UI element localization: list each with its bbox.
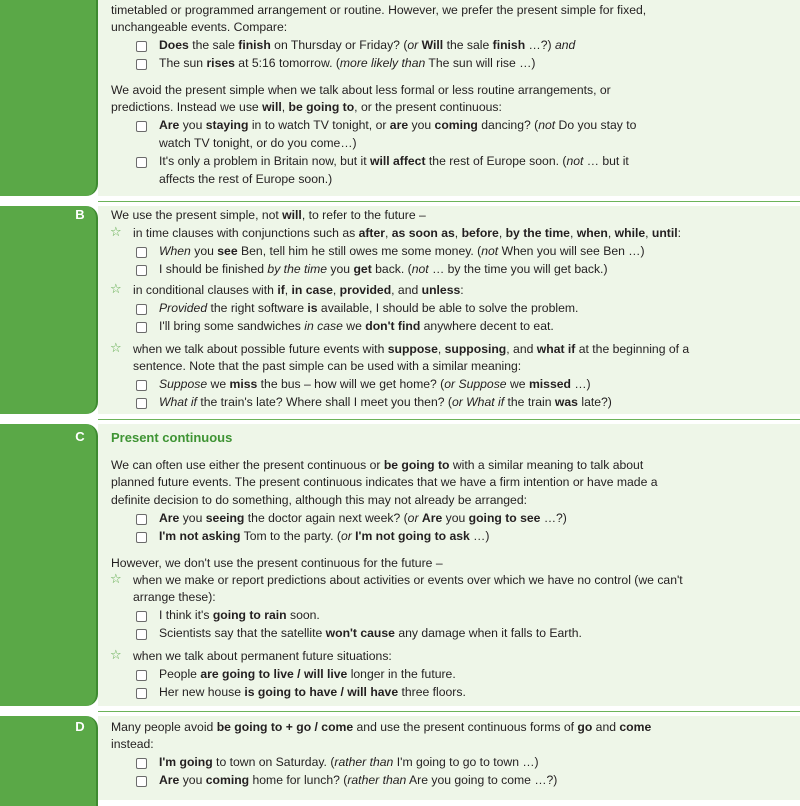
text-line xyxy=(111,99,502,115)
example-line xyxy=(159,117,636,133)
bold-text: Are xyxy=(159,511,180,525)
text-run: Scientists say that the satellite xyxy=(159,626,326,640)
section-label-b: B xyxy=(75,207,85,222)
example-line xyxy=(159,625,582,641)
star-bullet-icon: ☆ xyxy=(110,647,122,662)
bold-text: provided xyxy=(339,283,392,297)
text-run: in conditional clauses with xyxy=(133,283,278,297)
bold-text: is going to have / will have xyxy=(244,685,399,699)
bold-text: by the time xyxy=(505,226,570,240)
bullet-line xyxy=(133,648,392,664)
text-line xyxy=(111,736,154,752)
text-run: We use the present simple, not xyxy=(111,208,283,222)
text-run: , xyxy=(607,226,615,240)
text-run: …?) xyxy=(540,511,567,525)
text-run: definite decision to do something, although this may not already be arranged: xyxy=(111,493,527,507)
text-line xyxy=(111,555,443,571)
checkbox-bullet-icon xyxy=(136,41,147,52)
text-run: , xyxy=(645,226,652,240)
italic-text: by the time xyxy=(267,262,328,276)
bold-text: I'm not asking xyxy=(159,529,241,543)
bold-text: unless xyxy=(421,283,461,297)
bold-text: be going to xyxy=(383,458,450,472)
bullet-line xyxy=(133,358,521,374)
text-run: when we talk about possible future events with xyxy=(133,342,388,356)
text-run: : xyxy=(460,283,464,297)
bold-text: go xyxy=(577,720,593,734)
checkbox-bullet-icon xyxy=(136,688,147,699)
bold-text: Does xyxy=(159,38,189,52)
text-run: soon. xyxy=(286,608,320,622)
sidebar-segment-c xyxy=(0,424,98,706)
text-run: with a similar meaning to talk about xyxy=(449,458,644,472)
text-run: in time clauses with conjunctions such as xyxy=(133,226,359,240)
text-run: …) xyxy=(570,377,591,391)
checkbox-bullet-icon xyxy=(136,322,147,333)
checkbox-bullet-icon xyxy=(136,121,147,132)
text-run: the right software xyxy=(207,301,308,315)
example-line xyxy=(159,394,612,410)
bold-text: won't cause xyxy=(325,626,395,640)
text-run: when we make or report predictions about activities or events over which we have no control (we can't xyxy=(133,573,683,587)
checkbox-bullet-icon xyxy=(136,532,147,543)
text-run: you xyxy=(179,511,206,525)
text-run: Are you going to come …?) xyxy=(406,773,558,787)
text-run: We avoid the present simple when we talk about less formal or less routine arrangements, or xyxy=(111,83,611,97)
text-run: late?) xyxy=(577,395,612,409)
bold-text: I'm not going to ask xyxy=(355,529,470,543)
text-line xyxy=(111,474,658,490)
italic-text: Suppose xyxy=(159,377,208,391)
text-run: I'm going to go to town …) xyxy=(393,755,539,769)
example-line xyxy=(159,772,557,788)
checkbox-bullet-icon xyxy=(136,59,147,70)
text-run: longer in the future. xyxy=(347,667,456,681)
text-run: arrange these): xyxy=(133,590,216,604)
divider-line xyxy=(98,419,800,420)
italic-text: or xyxy=(407,38,419,52)
bold-text: before xyxy=(461,226,499,240)
text-line xyxy=(111,492,527,508)
text-run: at the beginning of a xyxy=(575,342,690,356)
text-run: The sun will rise …) xyxy=(425,56,536,70)
checkbox-bullet-icon xyxy=(136,629,147,640)
text-run: , xyxy=(332,283,340,297)
text-line xyxy=(111,457,643,473)
text-run: instead: xyxy=(111,737,154,751)
bold-text: Are xyxy=(421,511,443,525)
example-line xyxy=(159,607,320,623)
text-run: , to refer to the future – xyxy=(301,208,426,222)
text-run: , xyxy=(281,100,289,114)
text-run: home for lunch? ( xyxy=(249,773,348,787)
bold-text: going to see xyxy=(468,511,541,525)
checkbox-bullet-icon xyxy=(136,304,147,315)
text-run: Ben, tell him he still owes me some money. ( xyxy=(237,244,482,258)
text-run: I should be finished xyxy=(159,262,268,276)
text-run: the bus – how will we get home? ( xyxy=(257,377,445,391)
example-line xyxy=(159,684,466,700)
text-run: you xyxy=(442,511,469,525)
text-run: the train's late? Where shall I meet you then? ( xyxy=(196,395,452,409)
bold-text: finish xyxy=(492,38,526,52)
text-run: : xyxy=(677,226,682,240)
bold-text: in case xyxy=(291,283,333,297)
divider-line xyxy=(98,201,800,202)
example-line xyxy=(159,318,554,334)
checkbox-bullet-icon xyxy=(136,398,147,409)
example-line xyxy=(159,153,629,169)
bold-text: will affect xyxy=(369,154,426,168)
text-run: back. ( xyxy=(371,262,412,276)
text-run: …) xyxy=(469,529,490,543)
text-run: sentence. Note that the past simple can be used with a similar meaning: xyxy=(133,359,522,373)
text-run: we xyxy=(506,377,529,391)
italic-text: in case xyxy=(304,319,343,333)
checkbox-bullet-icon xyxy=(136,611,147,622)
italic-text: or xyxy=(407,511,419,525)
bold-text: are going to live / will live xyxy=(200,667,348,681)
text-line xyxy=(111,19,287,35)
text-run: the sale xyxy=(188,38,239,52)
example-line xyxy=(159,243,645,259)
text-line xyxy=(111,2,646,18)
text-run: we xyxy=(207,377,230,391)
text-run: the rest of Europe soon. ( xyxy=(425,154,567,168)
text-run: unchangeable events. Compare: xyxy=(111,20,288,34)
bold-text: seeing xyxy=(205,511,245,525)
example-line xyxy=(159,171,332,187)
bold-text: coming xyxy=(434,118,478,132)
bold-text: while xyxy=(614,226,646,240)
example-line xyxy=(159,666,456,682)
italic-text: not xyxy=(411,262,429,276)
bold-text: what if xyxy=(536,342,576,356)
text-run: People xyxy=(159,667,201,681)
bold-text: coming xyxy=(205,773,250,787)
text-run: , and xyxy=(391,283,422,297)
checkbox-bullet-icon xyxy=(136,157,147,168)
text-run: the sale xyxy=(443,38,493,52)
bullet-line xyxy=(133,341,689,357)
text-run: … but it xyxy=(583,154,629,168)
section-sidebar xyxy=(0,0,98,800)
text-run: Tom to the party. ( xyxy=(240,529,341,543)
bold-text: get xyxy=(353,262,372,276)
text-run: three floors. xyxy=(398,685,466,699)
text-run: you xyxy=(327,262,354,276)
text-run: anywhere decent to eat. xyxy=(420,319,554,333)
checkbox-bullet-icon xyxy=(136,758,147,769)
bold-text: when xyxy=(576,226,608,240)
example-line xyxy=(159,754,539,770)
bold-text: I'm going xyxy=(159,755,213,769)
text-run: you xyxy=(179,773,206,787)
bold-text: miss xyxy=(229,377,258,391)
bold-text: don't find xyxy=(365,319,421,333)
text-run: I'll bring some sandwiches xyxy=(159,319,305,333)
text-run: Do you stay to xyxy=(555,118,637,132)
text-run: When you will see Ben …) xyxy=(498,244,645,258)
text-run: you xyxy=(190,244,218,258)
text-line xyxy=(111,207,426,223)
text-run: and use the present continuous forms of xyxy=(353,720,578,734)
text-run: …?) xyxy=(525,38,555,52)
star-bullet-icon: ☆ xyxy=(110,281,122,296)
text-run: available, I should be able to solve the problem. xyxy=(317,301,579,315)
bold-text: will xyxy=(282,208,302,222)
bold-text: Are xyxy=(159,118,180,132)
bold-text: if xyxy=(277,283,285,297)
text-run: , xyxy=(454,226,462,240)
text-run: to town on Saturday. ( xyxy=(212,755,335,769)
example-line xyxy=(159,37,575,53)
bold-text: missed xyxy=(528,377,571,391)
italic-text: and xyxy=(554,38,576,52)
divider-line xyxy=(98,711,800,712)
bold-text: see xyxy=(217,244,238,258)
text-run: at 5:16 tomorrow. ( xyxy=(234,56,340,70)
text-run: , xyxy=(498,226,506,240)
italic-text: more likely than xyxy=(339,56,426,70)
section-label-d: D xyxy=(75,719,85,734)
bullet-line xyxy=(133,225,681,241)
bold-text: rises xyxy=(206,56,235,70)
italic-text: or What if xyxy=(451,395,505,409)
sidebar-segment-a xyxy=(0,0,98,196)
checkbox-bullet-icon xyxy=(136,514,147,525)
italic-text: rather than xyxy=(334,755,394,769)
text-run: timetabled or programmed arrangement or routine. However, we prefer the present simple for fixed, xyxy=(111,3,647,17)
bold-text: will xyxy=(262,100,282,114)
text-run: you xyxy=(179,118,206,132)
text-run: dancing? ( xyxy=(477,118,539,132)
text-run: It's only a problem in Britain now, but it xyxy=(159,154,370,168)
italic-text: not xyxy=(566,154,584,168)
bold-text: going to rain xyxy=(212,608,287,622)
italic-text: What if xyxy=(159,395,197,409)
bold-text: was xyxy=(554,395,578,409)
example-line xyxy=(159,376,591,392)
text-run: , xyxy=(437,342,445,356)
text-run: I think it's xyxy=(159,608,213,622)
checkbox-bullet-icon xyxy=(136,670,147,681)
bold-text: be going to xyxy=(288,100,355,114)
bullet-line xyxy=(133,282,464,298)
text-run: Many people avoid xyxy=(111,720,217,734)
bold-text: after xyxy=(358,226,385,240)
text-run: , or the present continuous: xyxy=(354,100,502,114)
italic-text: or Suppose xyxy=(444,377,507,391)
text-run: , xyxy=(569,226,577,240)
example-line xyxy=(159,510,567,526)
bold-text: finish xyxy=(238,38,271,52)
text-run: , xyxy=(385,226,392,240)
example-line xyxy=(159,300,578,316)
example-line xyxy=(159,261,608,277)
bullet-line xyxy=(133,589,216,605)
bold-text: suppose xyxy=(387,342,438,356)
italic-text: or xyxy=(340,529,352,543)
bold-text: are xyxy=(389,118,409,132)
bold-text: staying xyxy=(205,118,249,132)
text-run: , xyxy=(284,283,292,297)
text-run: the train xyxy=(504,395,555,409)
italic-text: rather than xyxy=(347,773,407,787)
text-run: on Thursday or Friday? ( xyxy=(270,38,408,52)
text-run: any damage when it falls to Earth. xyxy=(394,626,582,640)
italic-text: When xyxy=(159,244,191,258)
text-run: we xyxy=(342,319,366,333)
text-run: when we talk about permanent future situations: xyxy=(133,649,392,663)
star-bullet-icon: ☆ xyxy=(110,571,122,586)
italic-text: not xyxy=(481,244,499,258)
text-run: predictions. Instead we use xyxy=(111,100,263,114)
text-run: We can often use either the present continuous or xyxy=(111,458,384,472)
star-bullet-icon: ☆ xyxy=(110,340,122,355)
text-line xyxy=(111,82,611,98)
text-run: you xyxy=(408,118,435,132)
example-line xyxy=(159,528,489,544)
checkbox-bullet-icon xyxy=(136,265,147,276)
text-run: , and xyxy=(506,342,537,356)
bold-text: Will xyxy=(421,38,444,52)
text-run: The sun xyxy=(159,56,207,70)
bullet-line xyxy=(133,572,683,588)
bold-text: be going to + go / come xyxy=(216,720,354,734)
sidebar-segment-b xyxy=(0,206,98,414)
text-run: However, we don't use the present continuous for the future – xyxy=(111,556,443,570)
bold-text: come xyxy=(619,720,652,734)
text-run: in to watch TV tonight, or xyxy=(248,118,390,132)
text-run: watch TV tonight, or do you come…) xyxy=(159,136,357,150)
section-label-c: C xyxy=(75,429,85,444)
checkbox-bullet-icon xyxy=(136,247,147,258)
bold-text: Are xyxy=(159,773,180,787)
example-line xyxy=(159,135,357,151)
italic-text: not xyxy=(538,118,556,132)
text-line xyxy=(111,719,651,735)
text-run: and xyxy=(592,720,620,734)
text-run: planned future events. The present continuous indicates that we have a firm intention or have made a xyxy=(111,475,658,489)
star-bullet-icon: ☆ xyxy=(110,224,122,239)
text-run: Her new house xyxy=(159,685,245,699)
bold-text: as soon as xyxy=(391,226,455,240)
text-run: affects the rest of Europe soon.) xyxy=(159,172,333,186)
text-run: … by the time you will get back.) xyxy=(428,262,608,276)
checkbox-bullet-icon xyxy=(136,380,147,391)
text-run: the doctor again next week? ( xyxy=(244,511,408,525)
section-heading: Present continuous xyxy=(111,430,233,445)
checkbox-bullet-icon xyxy=(136,776,147,787)
bold-text: until xyxy=(651,226,678,240)
italic-text: Provided xyxy=(159,301,208,315)
bold-text: supposing xyxy=(444,342,507,356)
example-line xyxy=(159,55,535,71)
bold-text: is xyxy=(307,301,318,315)
